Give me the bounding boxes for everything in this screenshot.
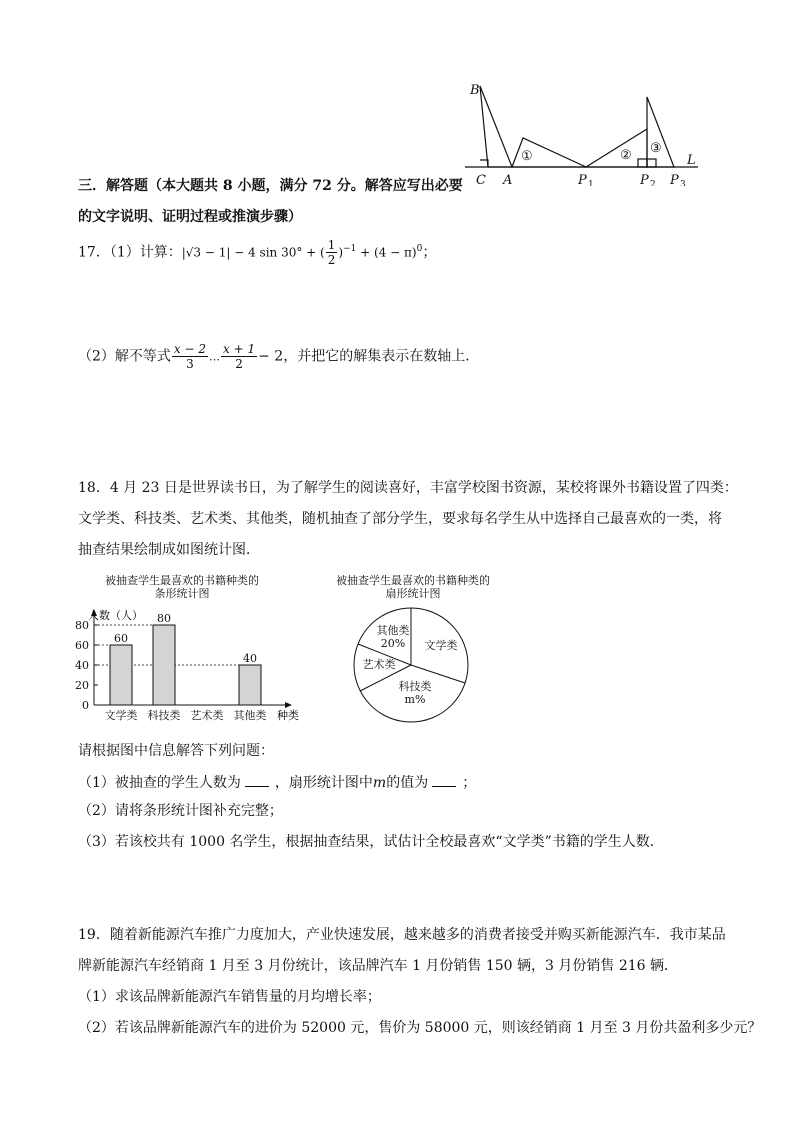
q17-frac2 [221,342,257,371]
q19-line1: 19．随着新能源汽车推广力度加大，产业快速发展，越来越多的消费者接受并购买新能源汽车．我市某品 [78,927,726,943]
q18-sub1-d: ； [462,775,477,791]
label-a: A [503,173,513,186]
pie-slice-other-value: 20% [380,637,406,650]
label-b: B [470,83,480,98]
q18-sub3: （3）若该校共有 1000 名学生，根据抽查结果，试估计全校最喜欢“文学类”书籍的学生人数． [78,834,664,850]
q18-sub1-c: 的值为 [386,775,429,791]
q17-p2-rest: − 2，并把它的解集表示在数轴上． [258,348,480,365]
pie-title-line2: 扇形统计图 [385,587,441,600]
geometry-figure [460,76,710,186]
pie-chart [350,604,472,726]
q19-line2: 牌新能源汽车经销商 1 月至 3 月份统计，该品牌汽车 1 月份销售 150 辆，3 月份销售 216 辆． [78,958,679,974]
bar-value-label: 60 [114,632,128,645]
bar [239,665,261,705]
triangle-3 [647,97,674,167]
x-category-label: 其他类 [233,709,267,722]
bar-chart-title [82,574,282,600]
x-category-label: 艺术类 [190,709,224,722]
sub-p1: 1 [588,180,594,186]
q17-p2-prefix: （2）解不等式 [78,348,171,365]
triangle-abc [480,86,512,167]
q19-sub2: （2）若该品牌新能源汽车的进价为 52000 元，售价为 58000 元，则该经销商 1 月至 3 月份共盈利多少元？ [78,1020,762,1036]
q17-frac1-num: x − 2 [173,342,207,356]
y-tick-label: 40 [75,659,89,672]
q19-sub1: （1）求该品牌新能源汽车销售量的月均增长率； [78,989,381,1005]
pie-title-line1: 被抽查学生最喜欢的书籍种类的 [336,574,490,587]
q18-blank-2[interactable] [432,772,456,787]
q18-sub1-var: m [372,775,387,791]
pie-slice-other-label: 其他类 [376,624,410,637]
y-tick-label: 20 [75,679,89,692]
bar-title-line1: 被抽查学生最喜欢的书籍种类的 [105,574,259,587]
q17-part1 [78,238,436,267]
x-axis-label: 种类 [277,709,299,722]
q17-exp1: −1 [343,243,357,254]
q18-sub1 [78,772,476,793]
y-axis-label: 人数（人） [88,609,143,622]
label-p2: P [640,173,649,186]
q18-sub2: （2）请将条形统计图补充完整； [78,803,283,819]
q17-half [326,238,338,267]
q17-frac2-num: x + 1 [223,342,256,356]
pie-slice-science-value: m% [404,693,426,706]
q18-sub1-b: ，扇形统计图中 [274,775,373,791]
label-circle-2: ② [620,148,632,163]
right-angle-p2-right [647,159,656,167]
y-tick-label: 80 [75,619,89,632]
pie-slice-science-label: 科技类 [398,680,432,693]
q18-sub1-a: （1）被抽查的学生人数为 [78,775,241,791]
y-tick-label: 0 [82,699,89,712]
label-c: C [476,173,486,186]
x-category-label: 文学类 [104,709,138,722]
bar-value-label: 80 [157,612,171,625]
q17-half-den: 2 [327,253,336,267]
label-l: L [687,153,696,168]
section-heading-line1: 三．解答题（本大题共 8 小题，满分 72 分。解答应写出必要 [78,178,463,194]
q18-line3: 抽查结果绘制成如图统计图． [78,542,260,558]
label-p1: P [578,173,587,186]
q17-end: ； [422,244,437,261]
pie-chart-title [313,574,513,600]
bar-chart [60,604,320,726]
q18-blank-1[interactable] [245,772,269,787]
q17-part2 [78,342,479,371]
q17-half-num: 1 [327,238,336,252]
sub-p2: 2 [650,180,656,186]
x-axis-arrow [285,702,292,708]
pie-slice-literature-label: 文学类 [424,639,458,652]
bar-title-line2: 条形统计图 [154,587,210,600]
q17-prefix: 17．（1）计算： [78,244,182,261]
label-circle-1: ① [521,149,533,164]
section-heading-line2: 的文字说明、证明过程或推演步骤） [78,209,302,225]
bar [110,645,132,705]
q17-frac1 [172,342,208,371]
pie-slice-art-label: 艺术类 [362,658,396,671]
q18-prompt: 请根据图中信息解答下列问题： [78,743,274,759]
q17-expr-b: ) [338,245,344,260]
q17-exp2: 0 [416,243,423,254]
x-category-label: 科技类 [147,709,181,722]
q17-expr-c: + (4 − π) [356,245,417,260]
q17-frac1-den: 3 [186,357,194,371]
right-angle-c [480,160,488,167]
y-tick-label: 60 [75,639,89,652]
right-angle-p2-left [638,159,647,167]
q17-op: … [209,350,221,364]
q17-expr-a: |√3 − 1| − 4 sin 30° + ( [181,245,325,260]
q18-line1: 18．4 月 23 日是世界读书日，为了解学生的阅读喜好，丰富学校图书资源，某校将课外书籍设置了四类： [78,480,738,496]
bar [153,625,175,705]
label-circle-3: ③ [650,141,662,156]
q17-frac2-den: 2 [235,357,243,371]
q18-line2: 文学类、科技类、艺术类、其他类，随机抽查了部分学生，要求每名学生从中选择自己最喜欢的一类，将 [78,511,722,527]
bar-value-label: 40 [243,652,257,665]
sub-p3: 3 [680,180,686,186]
label-p3: P [670,173,679,186]
